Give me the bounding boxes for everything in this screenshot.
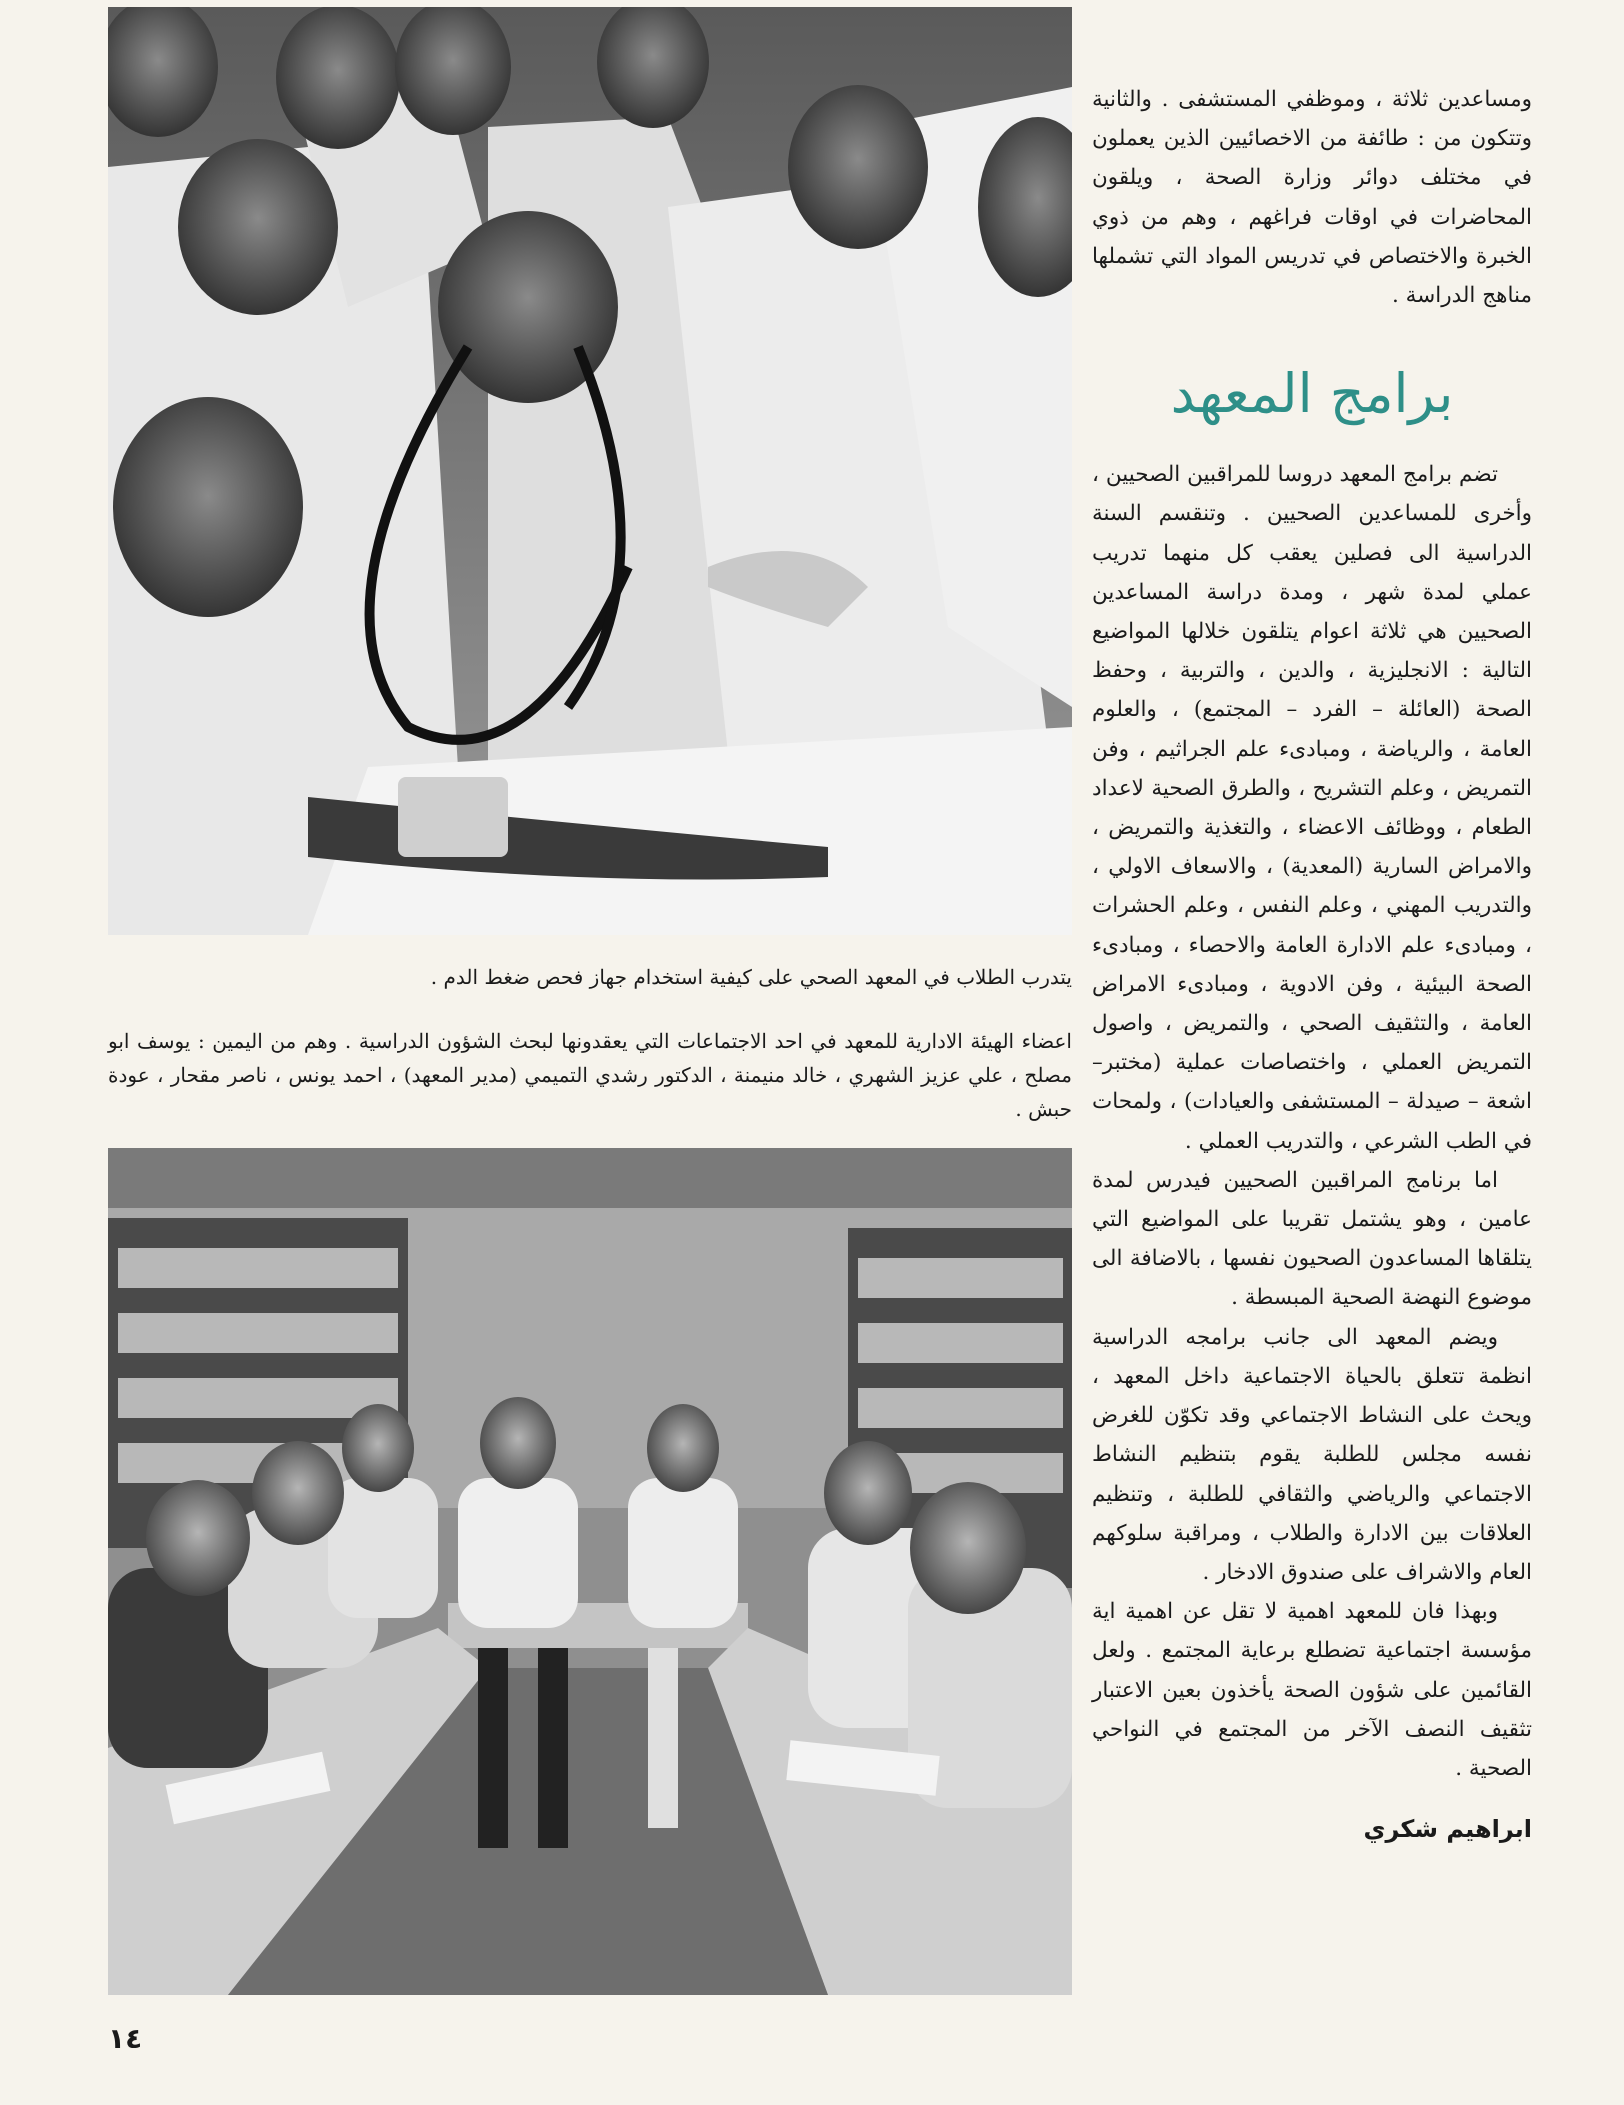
paragraph-social-life: ويضم المعهد الى جانب برامجه الدراسية انظمة تتعلق بالحياة الاجتماعية داخل المعهد ، ويحث على النشاط الاجتماعي وقد تكوّن للغرض نفسه مجلس للطلبة يقوم بتنظيم النشاط الاجتماعي والرياضي والثقافي للطلبة ، وتنظيم العلاقات بين الادارة والطلاب ، ومراقبة سلوكهم العام والاشراف على صندوق الادخار .	[1092, 1324, 1532, 1585]
paragraph-inspectors: اما برنامج المراقبين الصحيين فيدرس لمدة عامين ، وهو يشتمل تقريبا على المواضيع التي يتلقاها المساعدون الصحيون نفسها ، بالاضافة الى موضوع النهضة الصحية المبسطة .	[1092, 1167, 1532, 1311]
photo-board-meeting	[108, 1148, 1072, 1995]
section-title: برامج المعهد	[1170, 362, 1454, 426]
photo-blood-pressure-training	[108, 7, 1072, 935]
caption-bottom: اعضاء الهيئة الادارية للمعهد في احد الاجتماعات التي يعقدونها لبحث الشؤون الدراسية . وهم من اليمين : يوسف ابو مصلح ، علي عزيز الشهري ، خالد منيمنة ، الدكتور رشدي التميمي (مدير المعهد) ، احمد يونس ، ناصر مقحار ، عودة حبش .	[108, 1029, 1072, 1121]
author-name: ابراهيم شكري	[1363, 1815, 1532, 1844]
article-column	[1092, 80, 1532, 1849]
page-number: ١٤	[108, 2022, 143, 2055]
intro-paragraph: ومساعدين ثلاثة ، وموظفي المستشفى . والثانية وتتكون من : طائفة من الاخصائيين الذين يعملون في مختلف دوائر وزارة الصحة ، ويلقون المحاضرات في اوقات فراغهم ، وهم من ذوي الخبرة والاختصاص في تدريس المواد التي تشملها مناهج الدراسة .	[1092, 87, 1532, 309]
paragraph-programs: تضم برامج المعهد دروسا للمراقبين الصحيين ، وأخرى للمساعدين الصحيين . وتنقسم السنة الدراسية الى فصلين يعقب كل منهما تدريب عملي لمدة شهر ، ومدة دراسة المساعدين الصحيين هي ثلاثة اعوام يتلقون خلالها المواضيع التالية : الانجليزية ، والدين ، والتربية ، وحفظ الصحة (العائلة – الفرد – المجتمع) ، والعلوم العامة ، والرياضة ، ومبادىء علم الجراثيم ، وفن التمريض ، وعلم التشريح ، والطرق الصحية لاعداد الطعام ، ووظائف الاعضاء ، والتغذية والتمريض ، والامراض السارية (المعدية) ، والاسعاف الاولي ، والتدريب المهني ، وعلم النفس ، وعلم الحشرات ، ومبادىء علم الادارة العامة والاحصاء ، ومبادىء الصحة البيئية ، وفن الادوية ، ومبادىء الامراض العامة ، والتثقيف الصحي ، والتمريض ، واصول التمريض العملي ، واختصاصات عملية (مختبر– اشعة – صيدلة – المستشفى والعيادات) ، ولمحات في الطب الشرعي ، والتدريب العملي .	[1092, 462, 1532, 1154]
paragraph-conclusion: وبهذا فان للمعهد اهمية لا تقل عن اهمية اية مؤسسة اجتماعية تضطلع برعاية المجتمع . ولعل القائمين على شؤون الصحة يأخذون بعين الاعتبار تثقيف النصف الآخر من المجتمع في النواحي الصحية .	[1092, 1599, 1532, 1781]
caption-top: يتدرب الطلاب في المعهد الصحي على كيفية استخدام جهاز فحص ضغط الدم .	[430, 965, 1072, 989]
